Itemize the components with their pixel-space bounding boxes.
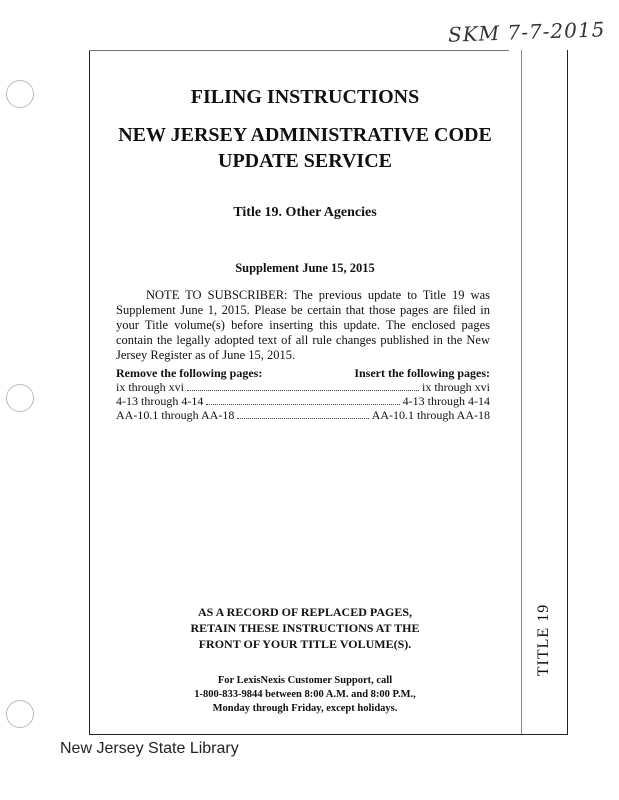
- title-heading: Title 19. Other Agencies: [233, 205, 377, 220]
- title-tab-label: TITLE 19: [535, 603, 552, 677]
- supplement-heading: Supplement June 15, 2015: [235, 261, 375, 275]
- code-heading-line1: NEW JERSEY ADMINISTRATIVE CODE: [118, 124, 492, 146]
- page-frame-top: [89, 50, 509, 51]
- page-list-row: [116, 408, 490, 422]
- punch-hole: [6, 700, 34, 728]
- library-stamp: New Jersey State Library: [60, 740, 239, 757]
- record-line: AS A RECORD OF REPLACED PAGES,: [197, 605, 413, 619]
- support-line: For LexisNexis Customer Support, call: [217, 675, 393, 686]
- record-instructions: [89, 604, 521, 652]
- page-list-header: [116, 366, 490, 380]
- record-line: FRONT OF YOUR TITLE VOLUME(S).: [198, 637, 412, 651]
- remove-header: Remove the following pages:: [116, 366, 263, 380]
- filing-instructions-heading: FILING INSTRUCTIONS: [190, 86, 420, 108]
- code-heading: [89, 122, 521, 174]
- page-list-row: [116, 394, 490, 408]
- page-list-row: [116, 380, 490, 394]
- punch-hole: [6, 384, 34, 412]
- leader-dots: [237, 418, 368, 419]
- record-line: RETAIN THESE INSTRUCTIONS AT THE: [190, 621, 420, 635]
- subscriber-note-text: NOTE TO SUBSCRIBER: The previous update to Title 19 was Supplement June 1, 2015. Please be certain that those pages are filed in your Title volume(s) before inserting this update. The enclosed pages contain the legally adopted text of all rule changes published in the New Jersey Register as of June 15, 2015.: [116, 288, 490, 362]
- tab-divider: [521, 50, 522, 734]
- insert-header: Insert the following pages:: [354, 366, 490, 380]
- subscriber-note: [116, 288, 490, 363]
- punch-hole: [6, 80, 34, 108]
- insert-pages: AA-10.1 through AA-18: [371, 408, 490, 422]
- support-line: Monday through Friday, except holidays.: [212, 703, 398, 714]
- remove-pages: AA-10.1 through AA-18: [116, 408, 235, 422]
- insert-pages: ix through xvi: [422, 380, 490, 394]
- remove-pages: 4-13 through 4-14: [116, 394, 204, 408]
- handwritten-initials-date: SKM 7-7-2015: [447, 17, 606, 47]
- code-heading-line2: UPDATE SERVICE: [218, 150, 392, 172]
- support-line: 1-800-833-9844 between 8:00 A.M. and 8:00 P.M.,: [194, 689, 416, 700]
- leader-dots: [187, 390, 419, 391]
- leader-dots: [206, 404, 399, 405]
- remove-pages: ix through xvi: [116, 380, 184, 394]
- insert-pages: 4-13 through 4-14: [402, 394, 490, 408]
- customer-support-info: [89, 674, 521, 716]
- page-replacement-list: [116, 366, 490, 422]
